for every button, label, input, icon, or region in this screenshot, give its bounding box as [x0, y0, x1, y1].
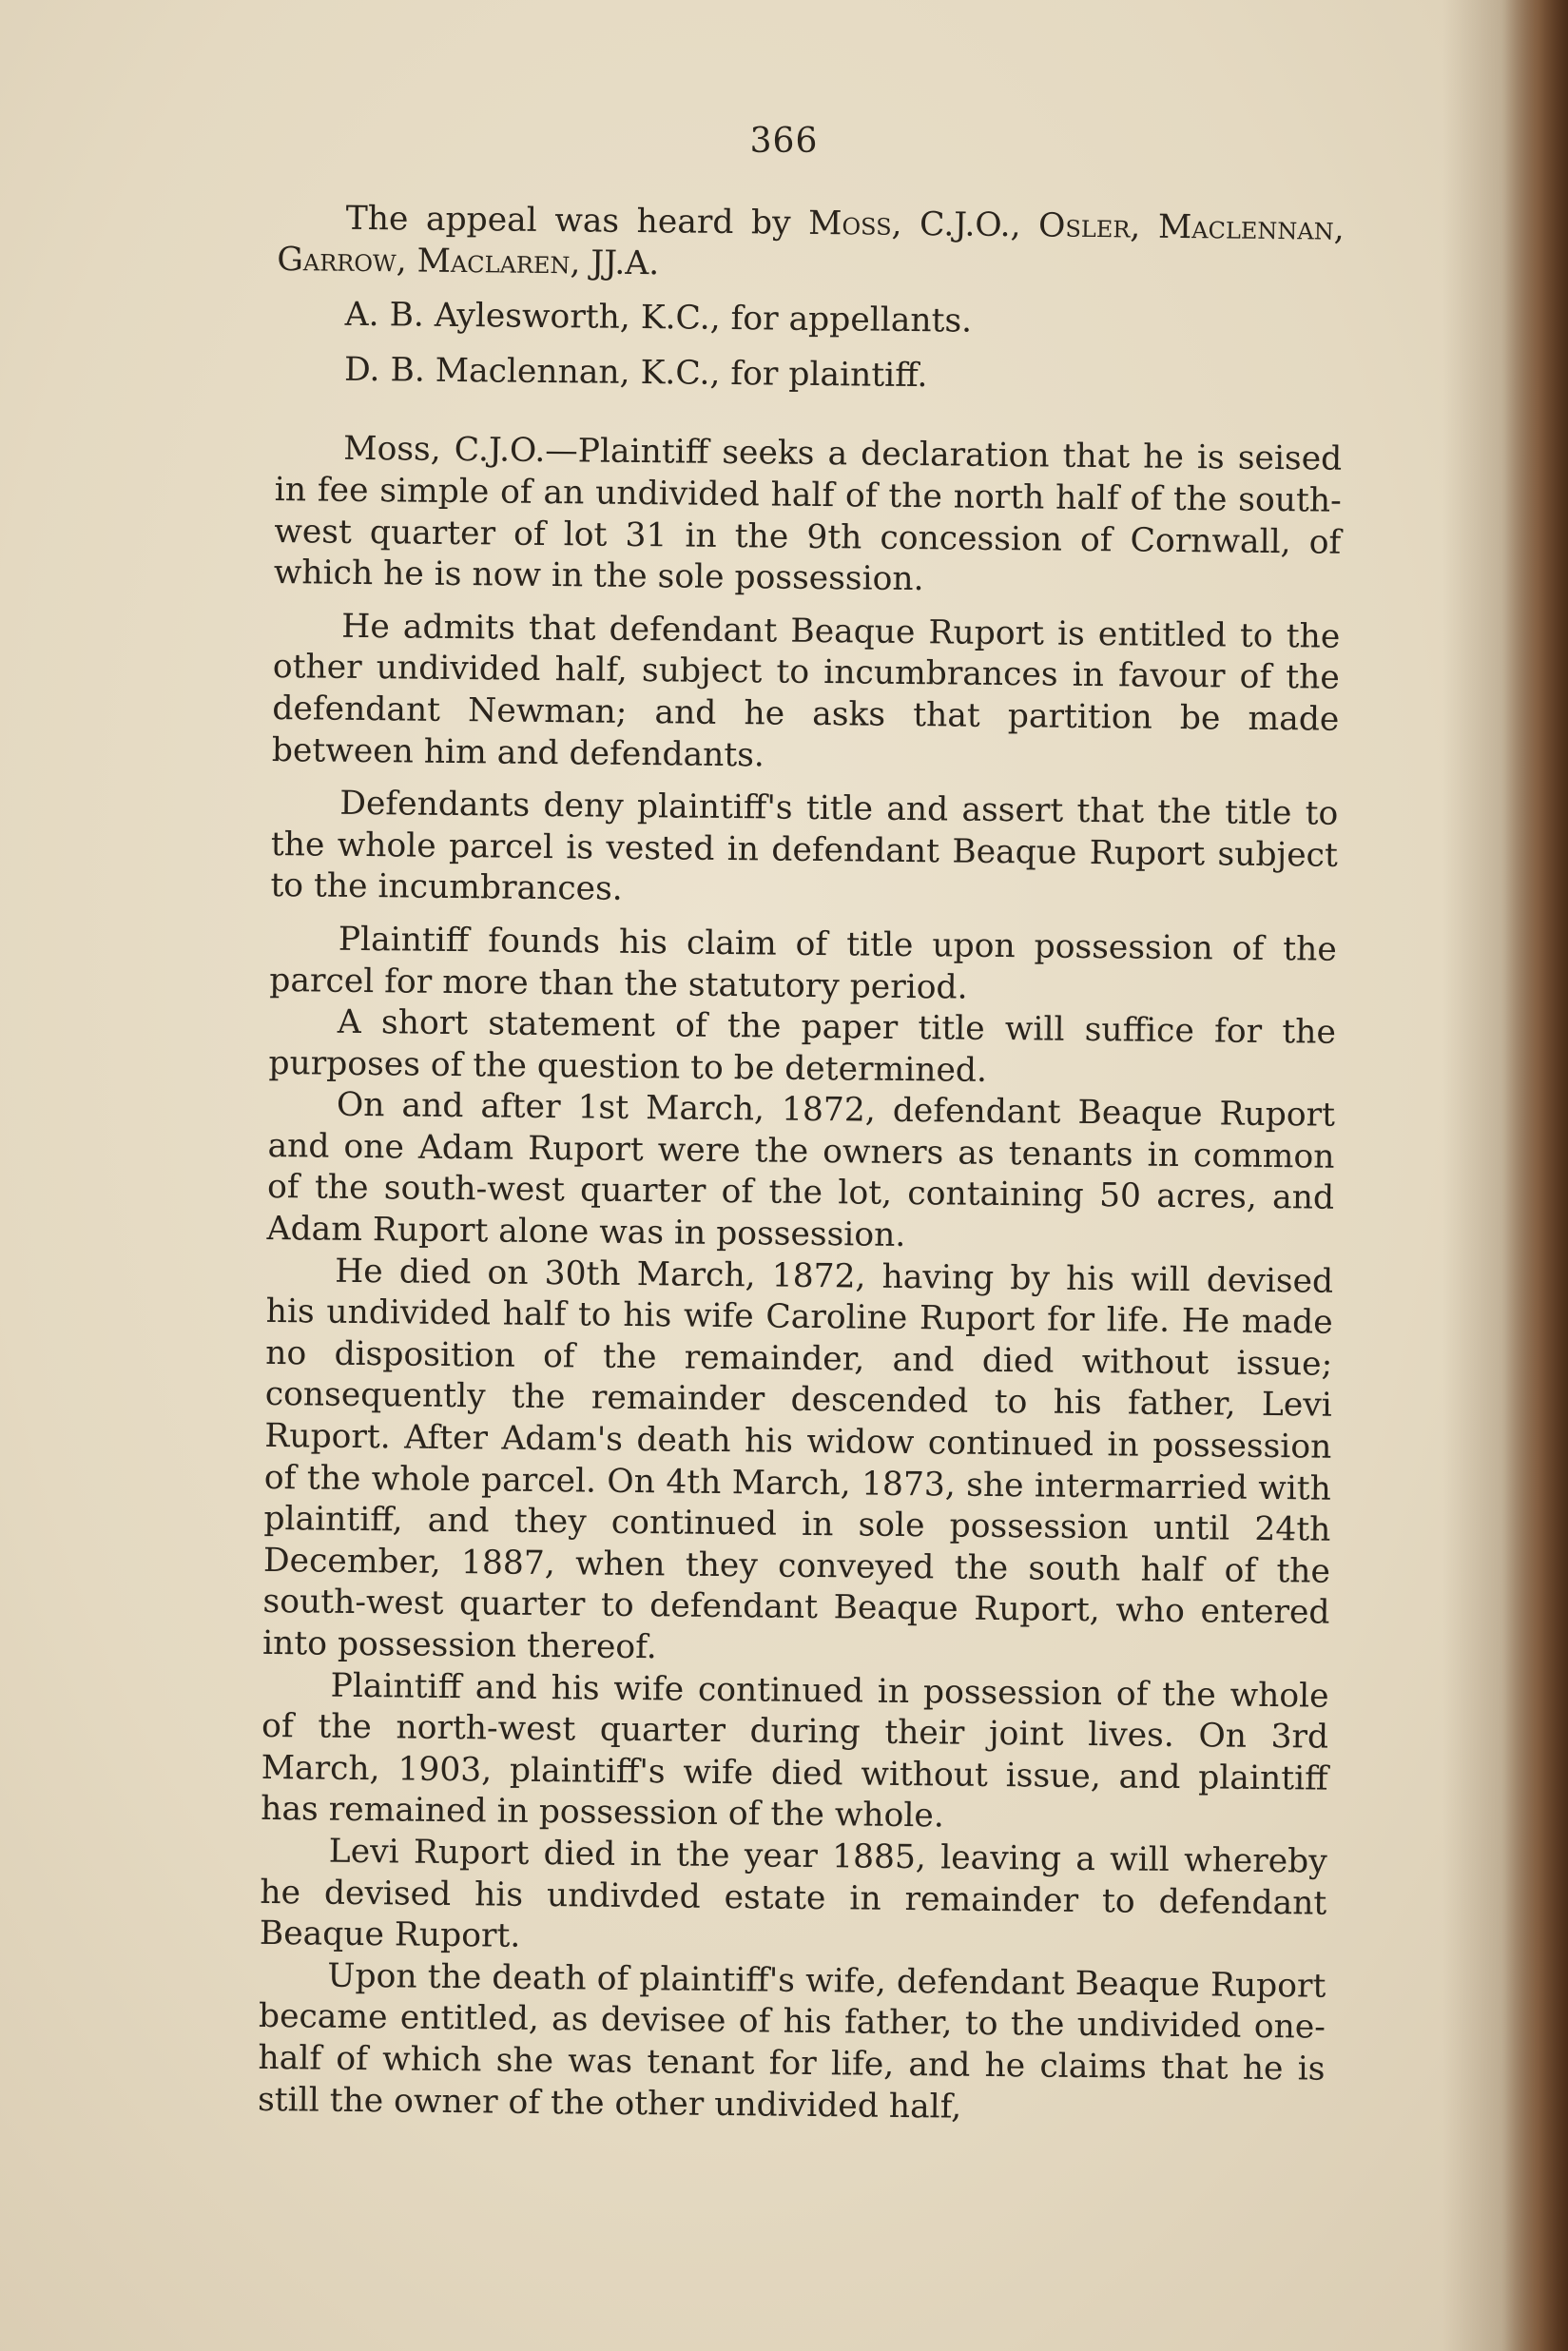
- counsel-plaintiff: D. B. Maclennan, K.C., for plaintiff.: [343, 350, 928, 395]
- paragraph-10: Upon the death of plaintiff's wife, defendant Beaque Ruport became entitled, as devisee of his father, to the undivided one-half of which she was tenant for life, and he claims that he is still the owner of the other undivided half,: [257, 1956, 1326, 2127]
- page-text: [258, 198, 1345, 2132]
- paragraph-5: A short statement of the paper title will suffice for the purposes of the question to be determined.: [268, 1002, 1337, 1090]
- bench-statement: [277, 198, 1345, 292]
- paragraph-1: Moss, C.J.O.—Plaintiff seeks a declaration that he is seised in fee simple of an undivided half of the north half of the south-west quarter of lot 31 in the 9th concession of Cornwall, of which he is now in the sole possession.: [273, 430, 1343, 599]
- paragraph-8: Plaintiff and his wife continued in possession of the whole of the north-west quarter during their joint lives. On 3rd March, 1903, plaintiff's wife died without issue, and plaintiff has remained in possession of the whole.: [261, 1666, 1329, 1836]
- page-number: 366: [749, 122, 819, 161]
- paragraph-2: He admits that defendant Beaque Ruport is entitled to the other undivided half, subject to incumbrances in favour of the defendant Newman; and he asks that partition be made between him and defendants.: [271, 607, 1341, 774]
- paragraph-4: Plaintiff founds his claim of title upon possession of the parcel for more than the statutory period.: [269, 920, 1337, 1007]
- paragraph-7: He died on 30th March, 1872, having by his will devised his undivided half to his wife Caroline Ruport for life. He made no disposition of the remainder, and died without issue; consequently the remainder descended to his father, Levi Ruport. After Adam's death his widow continued in possession of the whole parcel. On 4th March, 1873, she intermarried with plaintiff, and they continued in sole possession until 24th December, 1887, when they conveyed the south half of the south-west quarter to defendant Beaque Ruport, who entered into possession thereof.: [261, 1252, 1334, 1667]
- paragraph-9: Levi Ruport died in the year 1885, leaving a will whereby he devised his undivded estate in remainder to defendant Beaque Ruport.: [259, 1832, 1327, 1955]
- counsel-appellants: A. B. Aylesworth, K.C., for appellants.: [344, 295, 973, 340]
- bench-statement-prefix: The appeal was heard by: [345, 199, 809, 243]
- bench-judges: Moss, C.J.O., Osler, Maclennan, Garrow, Maclaren, JJ.A.: [277, 204, 1345, 282]
- paragraph-3: Defendants deny plaintiff's title and assert that the title to the whole parcel is vested in defendant Beaque Ruport subject to the incumbrances.: [270, 784, 1339, 909]
- paragraph-6: On and after 1st March, 1872, defendant Beaque Ruport and one Adam Ruport were the owners as tenants in common of the south-west quarter of the lot, containing 50 acres, and Adam Ruport alone was in possession.: [266, 1085, 1336, 1255]
- book-spine-shadow: [1501, 0, 1568, 2351]
